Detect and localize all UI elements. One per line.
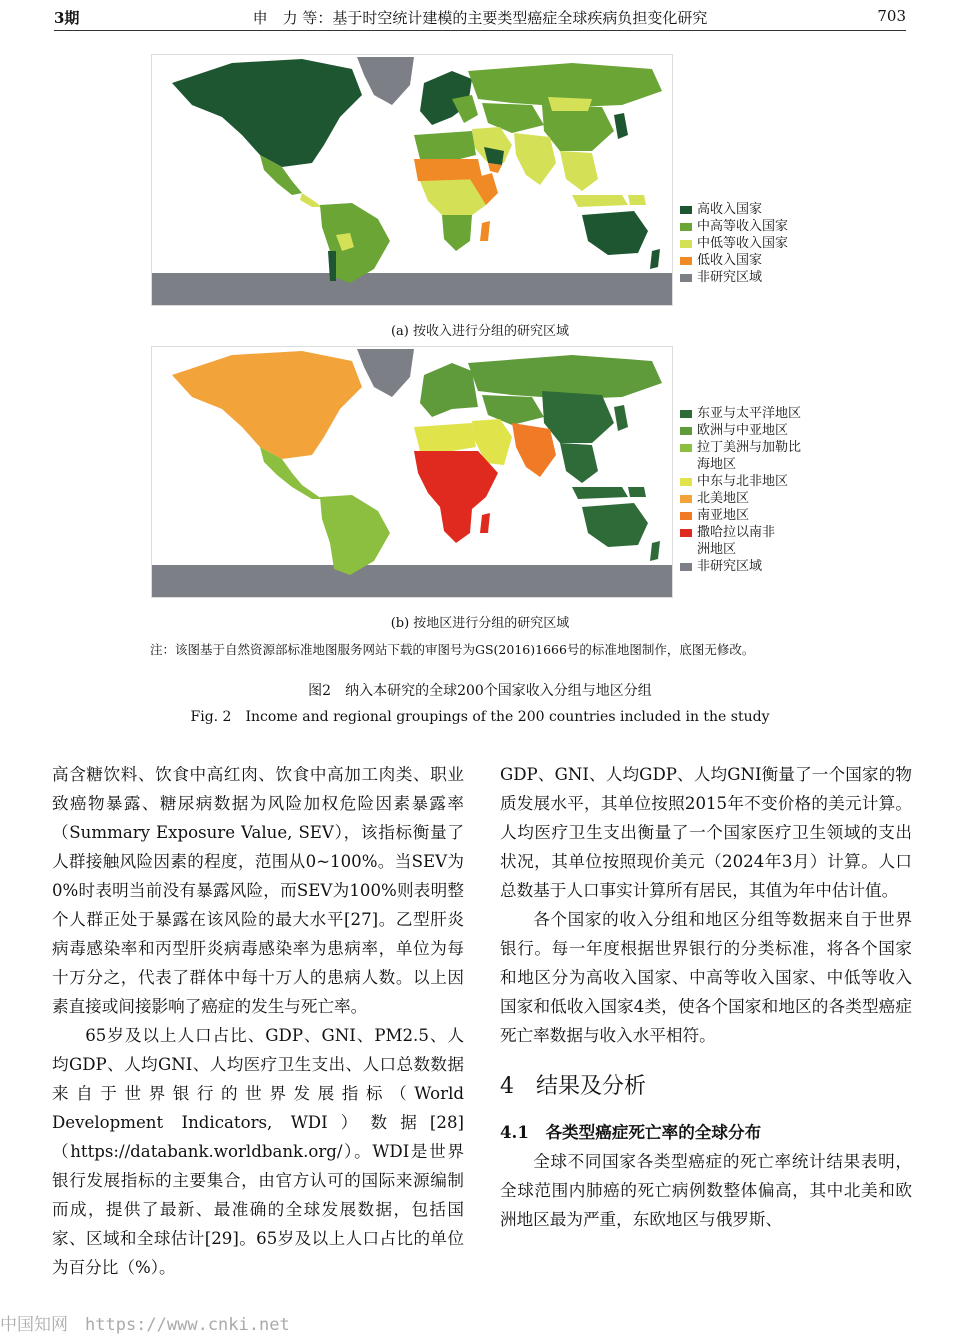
left-column bbox=[52, 760, 464, 1282]
paragraph: 高含糖饮料、饮食中高红肉、饮食中高加工肉类、职业致癌物暴露、糖尿病数据为风险加权危险因素暴露率（Summary Exposure Value, SEV），该指标衡量了人群接触风险因素的程度，范围从0~100%。当SEV为0%时表明当前没有暴露风险，而SEV为100%则表明整个人群正处于暴露在该风险的最大水平[27]。乙型肝炎病毒感染率和丙型肝炎病毒感染率为患病率，单位为每十万分之，代表了群体中每十万人的患病人数。以上因素直接或间接影响了癌症的发生与死亡率。 bbox=[52, 765, 464, 1016]
region-legend bbox=[680, 405, 840, 575]
legend-label: 拉丁美洲与加勒比海地区 bbox=[697, 440, 802, 472]
legend-swatch bbox=[680, 563, 692, 571]
page-number: 703 bbox=[877, 7, 906, 25]
paragraph: 全球不同国家各类型癌症的死亡率统计结果表明，全球范围内肺癌的死亡病例数整体偏高，其中北美和欧洲地区最为严重，东欧地区与俄罗斯、 bbox=[500, 1152, 912, 1229]
mongolia bbox=[548, 97, 592, 111]
legend-label: 欧洲与中亚地区 bbox=[697, 423, 789, 438]
header-rule bbox=[54, 30, 906, 31]
figure-caption-en: Fig. 2 Income and regional groupings of the 200 countries included in the study bbox=[190, 709, 770, 725]
north-africa bbox=[414, 131, 476, 161]
legend-item-sub-saharan-africa bbox=[680, 524, 840, 558]
legend-item-lower-middle-income bbox=[680, 235, 840, 252]
legend-label: 非研究区域 bbox=[697, 559, 763, 574]
section-heading: 4 结果及分析 bbox=[500, 1074, 646, 1099]
png bbox=[628, 195, 646, 205]
legend-item-middle-east-north-africa bbox=[680, 473, 840, 490]
legend-label: 北美地区 bbox=[697, 491, 750, 506]
indonesia bbox=[572, 195, 628, 207]
paragraph: 各个国家的收入分组和地区分组等数据来自于世界银行。每一年度根据世界银行的分类标准，将各个国家和地区分为高收入国家、中高等收入国家、中低等收入国家和低收入国家4类，使各个国家和地区的各类型癌症死亡率数据与收入水平相符。 bbox=[500, 910, 912, 1045]
legend-item-upper-middle-income bbox=[680, 218, 840, 235]
legend-label: 低收入国家 bbox=[697, 253, 763, 268]
legend-swatch bbox=[680, 257, 692, 265]
paragraph: 65岁及以上人口占比、GDP、GNI、PM2.5、人均GDP、人均GNI、人均医疗卫生支出、人口总数数据来自于世界银行的世界发展指标（World Development Indicators, WDI）数据[28]（https://databank.worldbank.org/）。WDI是世界银行发展指标的主要集合，由官方认可的国际来源编制而成，提供了最新、最准确的全球发展数据，包括国家、区域和全球估计[29]。65岁及以上人口占比的单位为百分比（%）。 bbox=[52, 1026, 464, 1277]
income-group-map bbox=[151, 54, 673, 306]
income-legend bbox=[680, 201, 840, 286]
legend-swatch bbox=[680, 206, 692, 214]
legend-swatch bbox=[680, 427, 692, 435]
paragraph: GDP、GNI、人均GDP、人均GNI衡量了一个国家的物质发展水平，其单位按照2015年不变价格的美元计算。人均医疗卫生支出衡量了一个国家医疗卫生领域的支出状况，其单位按照现价美元（2024年3月）计算。人口总数基于人口事实计算所有居民，其值为年中估计值。 bbox=[500, 765, 912, 900]
legend-item-europe-central-asia bbox=[680, 422, 840, 439]
legend-item-north-america bbox=[680, 490, 840, 507]
antarctica bbox=[152, 565, 672, 597]
legend-item-non-study-area bbox=[680, 269, 840, 286]
legend-swatch bbox=[680, 478, 692, 486]
right-column bbox=[500, 760, 912, 1234]
legend-label: 中高等收入国家 bbox=[697, 219, 789, 234]
indonesia bbox=[572, 487, 628, 499]
legend-swatch bbox=[680, 529, 692, 537]
legend-label: 中东与北非地区 bbox=[697, 474, 789, 489]
legend-label: 南亚地区 bbox=[697, 508, 750, 523]
subsection-heading: 4.1 各类型癌症死亡率的全球分布 bbox=[500, 1122, 762, 1142]
legend-swatch bbox=[680, 410, 692, 418]
region-group-map bbox=[151, 346, 673, 598]
world-map-income-svg bbox=[152, 55, 672, 305]
world-map-region-svg bbox=[152, 347, 672, 597]
figure-caption-cn: 图2 纳入本研究的全球200个国家收入分组与地区分组 bbox=[308, 683, 652, 699]
legend-label: 撒哈拉以南非洲地区 bbox=[697, 525, 776, 557]
subcaption-a: (a) 按收入进行分组的研究区域 bbox=[390, 324, 570, 339]
legend-label: 高收入国家 bbox=[697, 202, 763, 217]
legend-label: 东亚与太平洋地区 bbox=[697, 406, 802, 421]
russia bbox=[468, 355, 662, 399]
legend-item-east-asia-pacific bbox=[680, 405, 840, 422]
legend-item-south-asia bbox=[680, 507, 840, 524]
antarctica bbox=[152, 273, 672, 305]
running-title: 申 力 等：基于时空统计建模的主要类型癌症全球疾病负担变化研究 bbox=[252, 9, 708, 27]
png bbox=[628, 487, 646, 497]
legend-swatch bbox=[680, 512, 692, 520]
legend-item-latin-america-caribbean bbox=[680, 439, 840, 473]
running-header bbox=[54, 4, 906, 28]
legend-item-non-study-area bbox=[680, 558, 840, 575]
legend-swatch bbox=[680, 274, 692, 282]
legend-swatch bbox=[680, 223, 692, 231]
legend-swatch bbox=[680, 444, 692, 452]
subcaption-b: (b) 按地区进行分组的研究区域 bbox=[390, 616, 570, 631]
map-note: 注：该图基于自然资源部标准地图服务网站下载的审图号为GS(2016)1666号的标准地图制作，底图无修改。 bbox=[150, 642, 755, 657]
legend-item-high-income bbox=[680, 201, 840, 218]
legend-item-low-income bbox=[680, 252, 840, 269]
legend-label: 中低等收入国家 bbox=[697, 236, 789, 251]
north-africa bbox=[414, 423, 476, 451]
watermark: 中国知网 https://www.cnki.net bbox=[0, 1315, 290, 1335]
issue-number: 3期 bbox=[54, 9, 80, 27]
legend-swatch bbox=[680, 495, 692, 503]
legend-swatch bbox=[680, 240, 692, 248]
legend-label: 非研究区域 bbox=[697, 270, 763, 285]
